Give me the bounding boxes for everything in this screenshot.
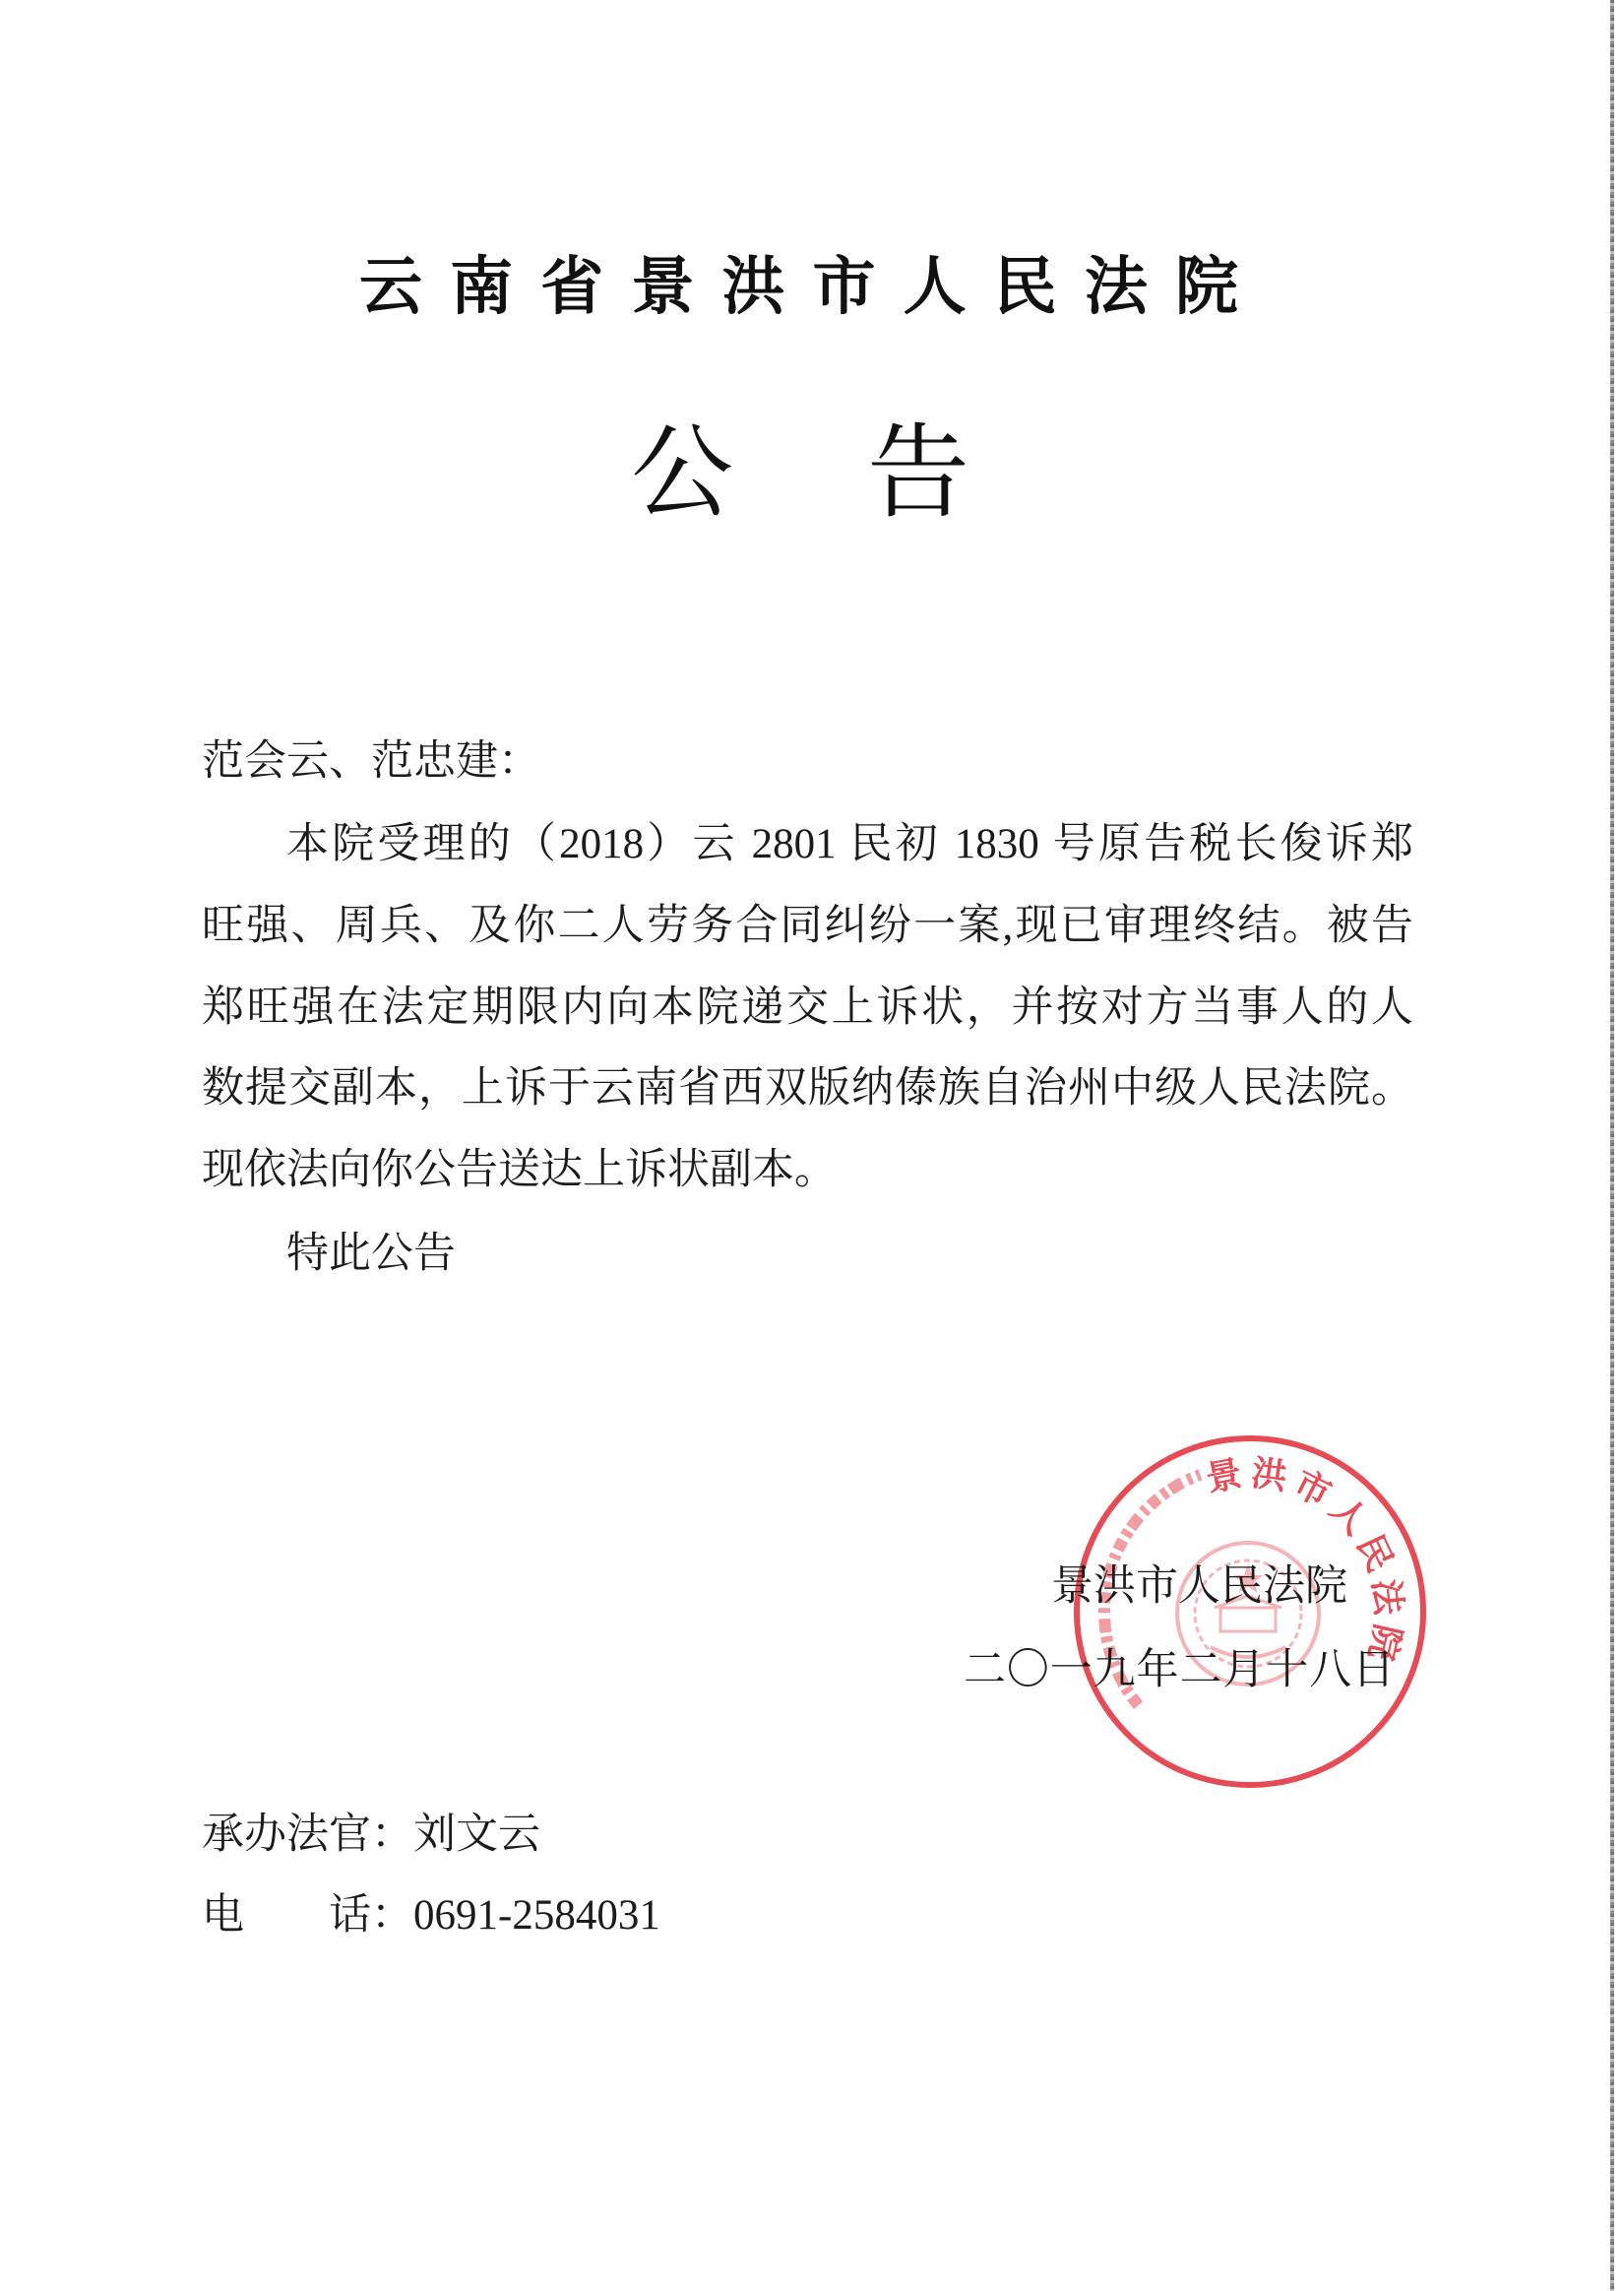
closing-phrase: 特此公告 [286, 1231, 456, 1277]
body-line-4: 数提交副本，上诉于云南省西双版纳傣族自治州中级人民法院。 [202, 1065, 1413, 1112]
body-line-2: 旺强、周兵、及你二人劳务合同纠纷一案,现已审理终结。被告 [202, 903, 1413, 949]
heading-glyph: 民 [993, 252, 1057, 322]
contact-phone: 电 话：0691-2584031 [202, 1892, 660, 1939]
presiding-officer: 承办法官：刘文云 [202, 1812, 540, 1858]
notice-title [631, 417, 969, 531]
body-line-3: 郑旺强在法定期限内向本院递交上诉状，并按对方当事人的人 [202, 985, 1413, 1031]
court-seal [1063, 1425, 1437, 1799]
heading-glyph: 院 [1174, 252, 1238, 322]
seal-text-path: 景洪市人民法院 [1202, 1453, 1409, 1665]
heading-glyph: 云 [359, 252, 422, 322]
heading-glyph: 人 [903, 252, 967, 322]
heading-glyph: 告 [866, 417, 969, 531]
heading-glyph: 南 [450, 252, 514, 322]
issue-date: 二〇一九年二月十八日 [964, 1647, 1395, 1693]
heading-glyph: 市 [812, 252, 876, 322]
issuer-name: 景洪市人民法院 [1051, 1563, 1347, 1610]
body-line-5: 现依法向你公告送达上诉状副本。 [202, 1147, 837, 1193]
heading-glyph: 公 [631, 417, 734, 531]
body-line-1: 本院受理的（2018）云 2801 民初 1830 号原告税长俊诉郑 [286, 821, 1413, 867]
heading-glyph: 法 [1084, 252, 1148, 322]
scan-edge-right [1610, 0, 1614, 2291]
heading-glyph: 洪 [721, 252, 785, 322]
court-name-heading [359, 252, 1238, 322]
salutation: 范会云、范忠建： [202, 738, 540, 785]
heading-glyph: 省 [540, 252, 604, 322]
heading-glyph: 景 [631, 252, 695, 322]
